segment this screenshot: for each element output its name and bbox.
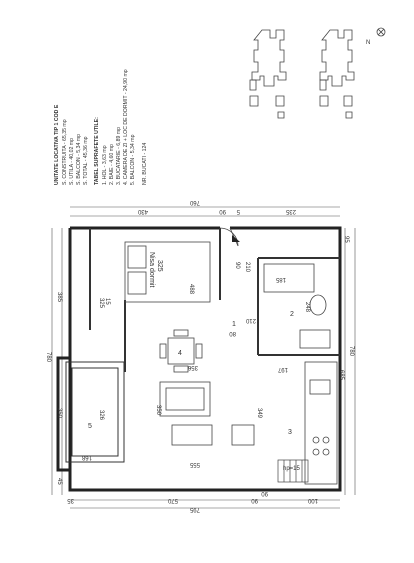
inner-dim-90: 90 — [234, 262, 240, 269]
compass-label: N — [366, 40, 371, 46]
bottom-dim-795: 795 — [189, 506, 200, 512]
info-room-1: 1. HOL - 3,63 mp — [102, 145, 108, 185]
info-area-4: S. TOTAL - 45,36 mp — [83, 136, 89, 185]
bottom-dim-570: 570 — [167, 497, 178, 503]
right-dim-685: 685 — [338, 370, 344, 381]
nisa-text: Nisa dormit — [148, 252, 155, 288]
inner-dim-248: 248 — [304, 302, 310, 313]
inner-dim-356: 356 — [187, 364, 198, 370]
info-area-3: S. BALCON - 5,34 mp — [76, 133, 82, 185]
room-number-1: 1 — [232, 321, 236, 328]
bottom-dim-100: 100 — [307, 497, 318, 503]
key-plan-right — [320, 30, 354, 118]
entrance-arrow-icon — [232, 235, 240, 242]
interior-walls — [90, 228, 340, 372]
bottom-dims — [67, 497, 318, 512]
room-number-5: 5 — [88, 423, 92, 430]
entrance-door — [220, 228, 238, 246]
left-dim-350: 350 — [56, 408, 62, 419]
top-dim-235: 235 — [285, 208, 296, 214]
inner-dim-350: 350 — [155, 405, 161, 416]
inner-dim-349: 349 — [256, 408, 262, 419]
inner-dim-15: 15 — [104, 298, 110, 305]
bed — [125, 242, 210, 302]
inner-dim-80: 80 — [229, 330, 236, 336]
info-area-2: S. UTILA - 40,02 mp — [69, 138, 75, 185]
inner-dim-326: 326 — [98, 410, 104, 421]
inner-dim-168: 168 — [81, 454, 92, 460]
inner-dim-210: 210 — [245, 317, 256, 323]
inner-dim-555: 555 — [189, 461, 200, 467]
room-number-2: 2 — [290, 311, 294, 318]
top-dim-95: 95 — [343, 236, 349, 243]
right-dim-780: 780 — [348, 346, 354, 357]
left-dim-45: 45 — [56, 478, 62, 485]
inner-dim-185: 185 — [275, 276, 286, 282]
info-panel — [54, 69, 148, 185]
bottom-dim-90: 90 — [251, 497, 258, 503]
top-dim-760: 760 — [189, 199, 200, 205]
top-dims — [137, 199, 349, 243]
info-room-2: 2. BAIE - 4,60 mp — [109, 144, 115, 185]
room-number-4: 4 — [178, 350, 182, 357]
nisa-dormit-label — [148, 252, 163, 287]
top-dim-90: 90 — [219, 208, 226, 214]
key-plan-left — [250, 30, 286, 118]
dimension-lines — [52, 207, 355, 508]
inner-dim-325: 325 — [98, 298, 104, 309]
left-dim-385: 385 — [56, 292, 62, 303]
info-units: NR. BUCATI - 124 — [142, 142, 148, 185]
bottom-dim-35: 35 — [67, 497, 74, 503]
top-dim-430: 430 — [137, 208, 148, 214]
info-room-5: 5. BALCON - 5,34 mp — [130, 134, 136, 185]
info-table-title: TABEL SUPRAFETE UTILE: — [94, 117, 100, 185]
sofa — [160, 382, 210, 416]
inner-dims — [81, 262, 310, 496]
balcony — [66, 362, 124, 462]
room-number-3: 3 — [288, 429, 292, 436]
left-dim-780: 780 — [45, 352, 51, 363]
compass-icon — [366, 28, 385, 46]
inner-dim-488: 488 — [188, 284, 194, 295]
bathroom-fixtures — [264, 264, 330, 348]
info-area-1: S. CONSTRUITA - 65,35 mp — [62, 119, 68, 185]
exterior-walls — [58, 228, 340, 490]
inner-dim-197: 197 — [277, 366, 288, 372]
kitchen-counter — [305, 362, 337, 484]
info-room-4: 4. CAMERA DE ZI + LOC DE DORMIT - 24,90 mp — [123, 69, 129, 185]
info-title: UNITATE LOCATIVA TIP 1 COD E — [54, 104, 60, 185]
tv-unit — [172, 425, 254, 445]
info-room-3: 3. BUCATARIE - 6,89 mp — [116, 126, 122, 185]
stair-label: hp=15 — [283, 466, 300, 472]
inner-dim-210b: 210 — [244, 262, 250, 273]
top-dim-5: 5 — [236, 208, 240, 214]
inner-dim-90b: 90 — [261, 490, 268, 496]
nisa-dim: 325 — [156, 260, 163, 272]
